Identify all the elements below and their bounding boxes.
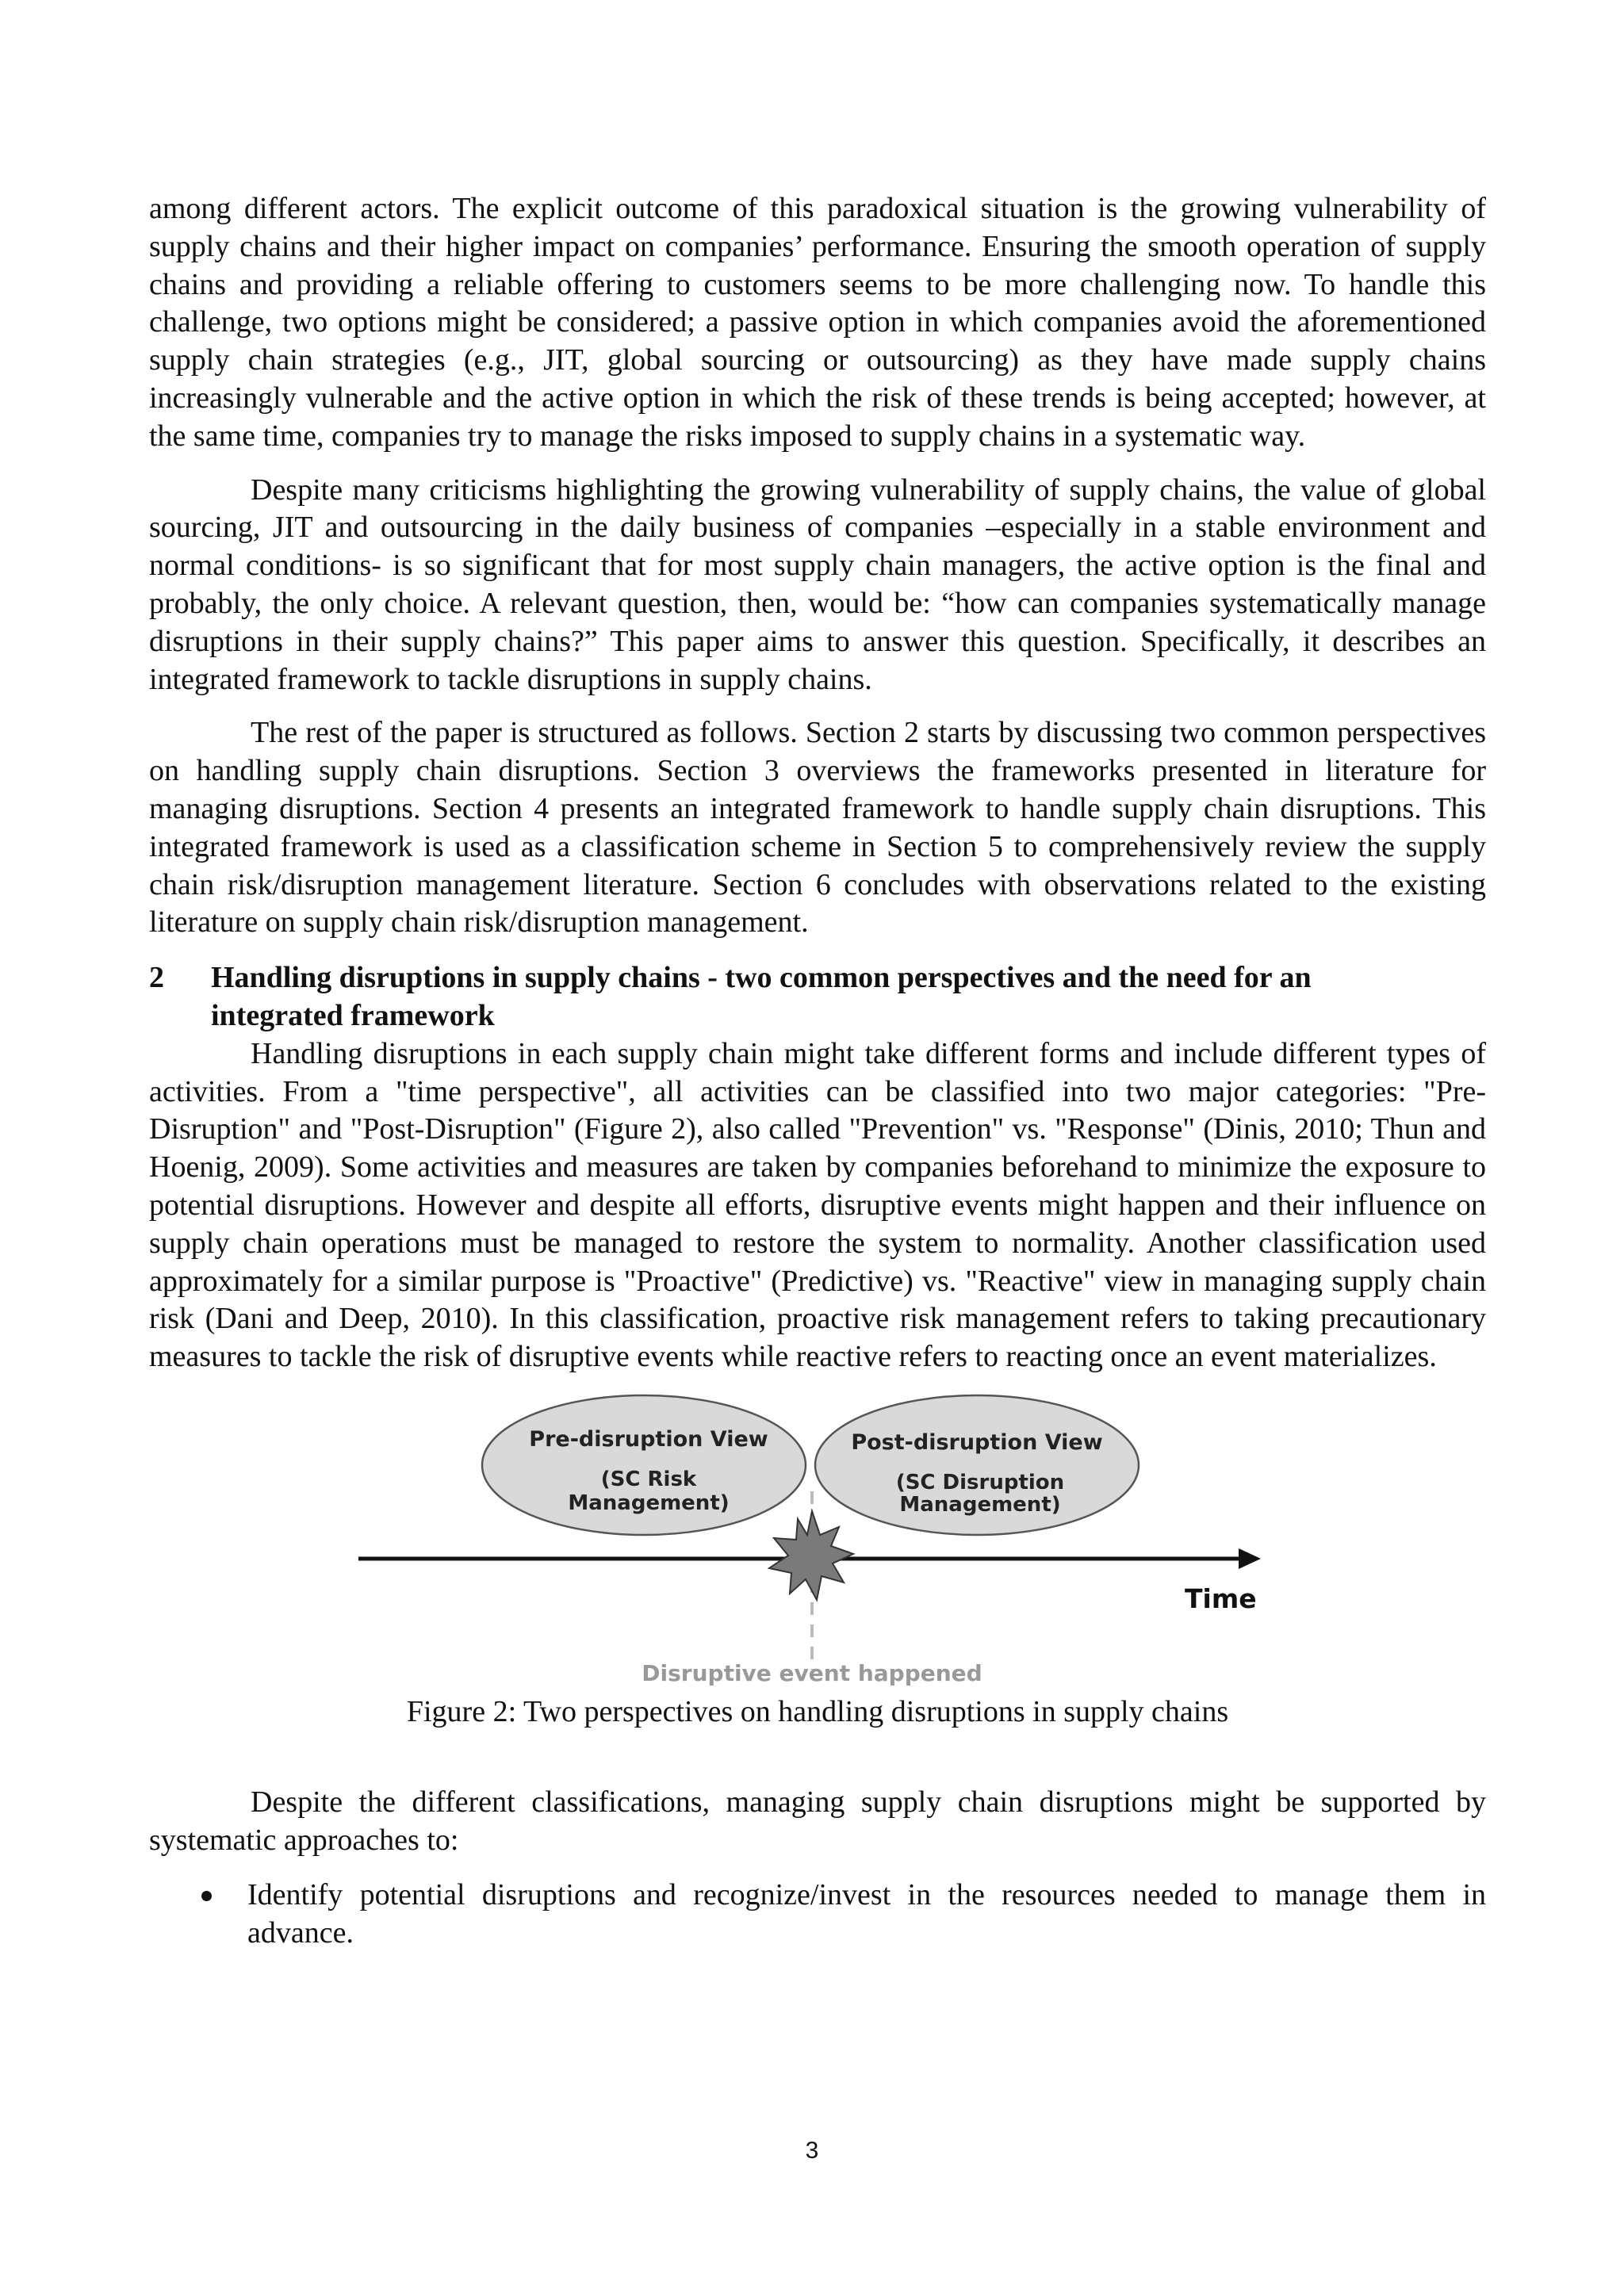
figure-2 [0,1392,1624,1693]
paragraph-4: Handling disruptions in each supply chain might take different forms and include different types of activities. From a "time perspective", all activities can be classified into two major categories: "Pre-Disruption" and "Post-Disruption" (Figure 2), also called "Prevention" vs. "Response" (Dinis, 2010; Thun and Hoenig, 2009). Some activities and measures are taken by companies beforehand to minimize the exposure to potential disruptions. However and despite all efforts, disruptive events might happen and their influence on supply chain operations must be managed to restore the system to normality. Another classification used approximately for a similar purpose is "Proactive" (Predictive) vs. "Reactive" view in managing supply chain risk (Dani and Deep, 2010). In this classification, proactive risk management refers to taking precautionary measures to tackle the risk of disruptive events while reactive refers to reacting once an event materializes. [149,1036,1486,1374]
pre-view-title: Pre-disruption View [529,1426,768,1452]
figure-diagram [0,1392,1624,1693]
paragraph-2: Despite many criticisms highlighting the growing vulnerability of supply chains, the value of global sourcing, JIT and outsourcing in the daily business of companies –especially in a stable environment and normal conditions- is so significant that for most supply chain managers, the active option is the final and probably, the only choice. A relevant question, then, would be: “how can companies systematically manage disruptions in their supply chains?” This paper aims to answer this question. Specifically, it describes an integrated framework to tackle disruptions in supply chains. [149,473,1486,696]
list-item [149,1877,1486,1953]
section-heading [149,959,1486,1035]
page-body [149,190,1486,1953]
bullet-text: Identify potential disruptions and recognize/invest in the resources needed to manage them in advance. [247,1878,1486,1950]
section-title: Handling disruptions in supply chains - two common perspectives and the need for an integrated framework [211,961,1312,1032]
post-view-title: Post-disruption View [851,1429,1103,1455]
paragraph-1: among different actors. The explicit outcome of this paradoxical situation is the growing vulnerability of supply chains and their higher impact on companies’ performance. Ensuring the smooth operation of supply chains and providing a reliable offering to customers seems to be more challenging now. To handle this challenge, two options might be considered; a passive option in which companies avoid the aforementioned supply chain strategies (e.g., JIT, global sourcing or outsourcing) as they have made supply chains increasingly vulnerable and the active option in which the risk of these trends is being accepted; however, at the same time, companies try to manage the risks imposed to supply chains in a systematic way. [149,192,1486,453]
event-label: Disruptive event happened [642,1659,982,1686]
paragraph-5: Despite the different classifications, managing supply chain disruptions might be supported by systematic approaches to: [149,1785,1486,1857]
disruption-starburst-icon [769,1511,853,1600]
figure-caption: Figure 2: Two perspectives on handling disruptions in supply chains [406,1694,1229,1728]
bullet-icon [201,1891,212,1901]
bullet-list [149,1877,1486,1953]
page-number: 3 [805,2137,819,2164]
post-view-sub1: (SC Disruption [895,1470,1065,1494]
paragraph-3: The rest of the paper is structured as follows. Section 2 starts by discussing two common perspectives on handling supply chain disruptions. Section 3 overviews the frameworks presented in literature for managing disruptions. Section 4 presents an integrated framework to handle supply chain disruptions. This integrated framework is used as a classification scheme in Section 5 to comprehensively review the supply chain risk/disruption management literature. Section 6 concludes with observations related to the existing literature on supply chain risk/disruption management. [149,716,1486,939]
post-view-sub2: Management) [899,1492,1061,1517]
time-axis-arrowhead [1239,1548,1261,1569]
pre-view-sub1: (SC Risk [600,1467,697,1491]
time-axis-label: Time [1185,1582,1257,1614]
pre-view-sub2: Management) [568,1490,730,1515]
section-number: 2 [149,961,164,995]
